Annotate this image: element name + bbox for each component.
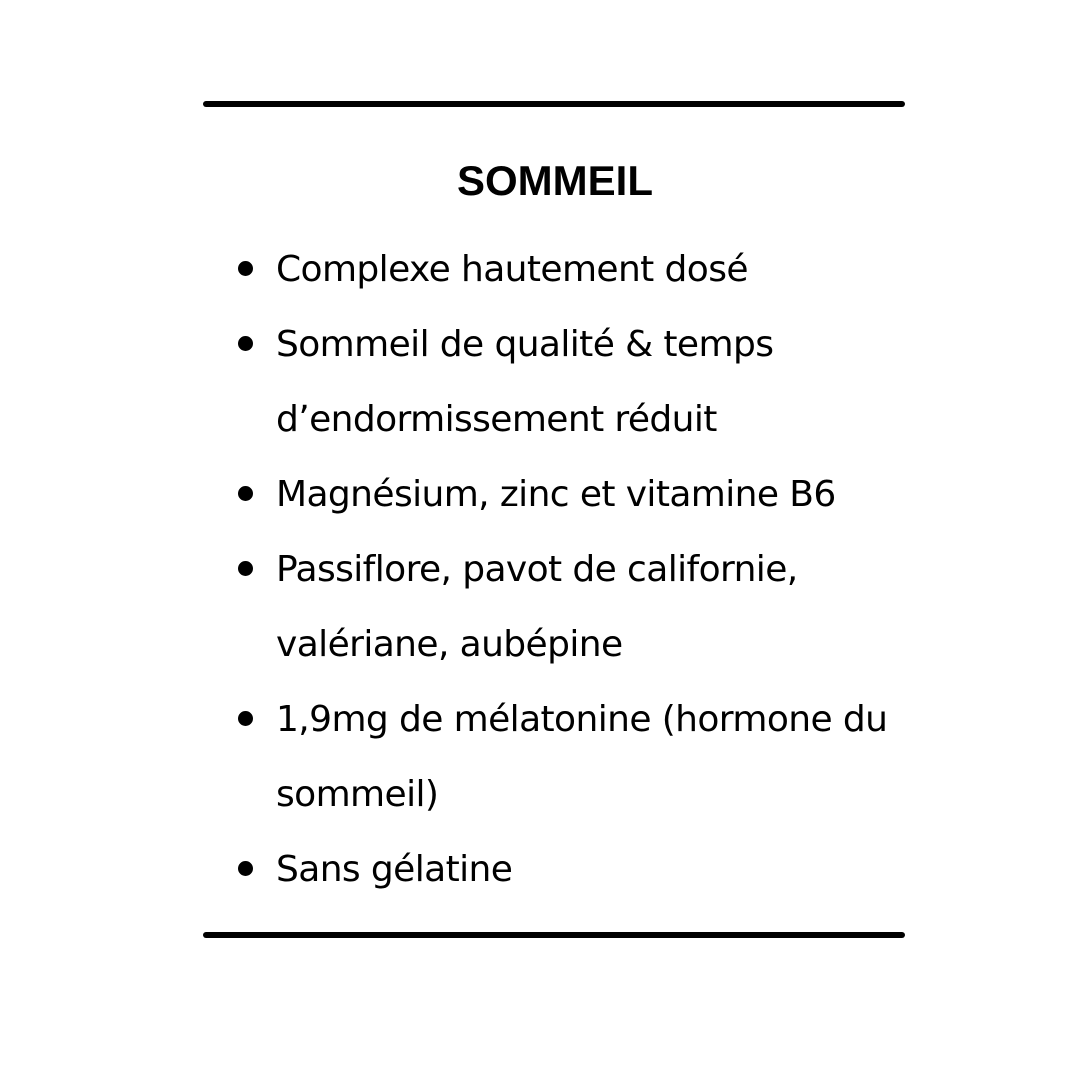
bottom-divider [203,932,905,938]
feature-text: 1,9mg de mélatonine (hormone du sommeil) [276,699,888,815]
feature-text: Sommeil de qualité & temps d’endormissement réduit [276,324,774,440]
bullet-icon [238,711,253,726]
top-divider [203,101,905,107]
bullet-icon [238,486,253,501]
feature-item [276,457,956,532]
bullet-icon [238,336,253,351]
page-title: SOMMEIL [457,157,653,204]
feature-item [276,682,956,832]
bullet-icon [238,861,253,876]
feature-item [276,232,956,307]
feature-text: Magnésium, zinc et vitamine B6 [276,474,836,515]
bullet-icon [238,261,253,276]
feature-item [276,307,956,457]
feature-item [276,832,956,907]
feature-text: Passiflore, pavot de californie, valériane, aubépine [276,549,798,665]
feature-list [276,232,956,907]
feature-text: Complexe hautement dosé [276,249,748,290]
bullet-icon [238,561,253,576]
feature-item [276,532,956,682]
feature-text: Sans gélatine [276,849,513,890]
